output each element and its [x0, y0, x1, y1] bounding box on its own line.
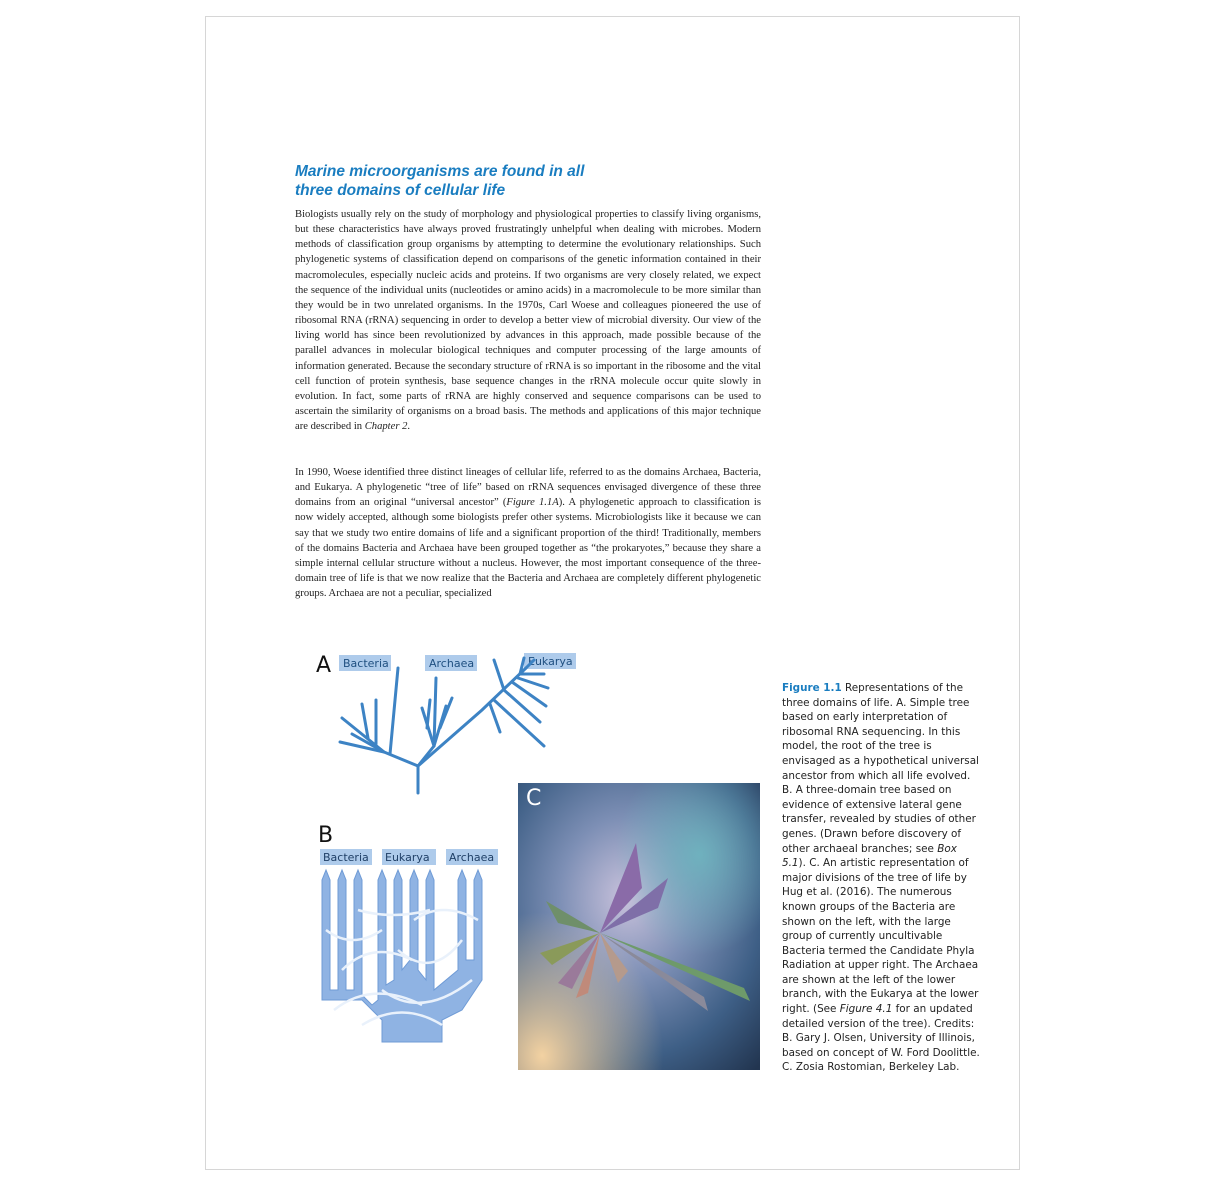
figure-caption-text-b: ). C. An artistic representation of major divisions of the tree of life by Hug et al. (2016). The numerous known groups of the Bacteria are shown on the left, with the large group of currently uncultivable Bacteria termed the Candidate Phyla Radiation at upper right. The Archaea are shown at the left of the lower branch, with the Eukarya at the lower right. (See [782, 857, 979, 1016]
panel-a-label-eukarya: Eukarya [528, 655, 573, 668]
paragraph-1-end: . [407, 421, 411, 433]
body-paragraph-2 [295, 465, 761, 601]
panel-b-label-eukarya: Eukarya [385, 851, 430, 864]
chapter-2-reference: Chapter 2 [364, 421, 408, 433]
paragraph-2-text-a: In 1990, Woese identified three distinct lineages of cellular life, referred to as the domains Archaea, Bacteria, and Eukarya. A phylogenetic “tree of life” based on rRNA sequences envisaged divergence of these three domains from an original “universal ancestor” ( [295, 467, 761, 509]
figure-panel-c [518, 783, 760, 1070]
figure-4-1-reference: Figure 4.1 [839, 1003, 893, 1016]
panel-c-teal-cloud [518, 783, 760, 1070]
body-paragraph-1 [295, 207, 761, 434]
figure-caption [782, 681, 982, 1075]
section-heading-line1: Marine microorganisms are found in all [295, 163, 585, 180]
figure-1-1a-reference: Figure 1.1A [506, 497, 559, 509]
section-heading-line2: three domains of cellular life [295, 182, 506, 199]
panel-b-label-archaea: Archaea [449, 851, 495, 864]
figure-panel-b [312, 820, 512, 1045]
section-heading [295, 162, 775, 200]
panel-b-label-bacteria: Bacteria [323, 851, 369, 864]
panel-a-label-archaea: Archaea [429, 657, 475, 670]
figure-caption-text-c: for an updated detailed version of the tree). Credits: B. Gary J. Olsen, University of Illinois, based on concept of W. Ford Doolittle. C. Zosia Rostomian, Berkeley Lab. [782, 1003, 980, 1074]
figure-caption-label: Figure 1.1 [782, 682, 842, 694]
panel-a-label-bacteria: Bacteria [343, 657, 389, 670]
panel-a-tree-branches [340, 658, 548, 793]
paragraph-2-text-b: ). A phylogenetic approach to classification is now widely accepted, although some biologists prefer other systems. Microbiologists like it because we can say that we study two entire domains of life and a significant proportion of the third! Traditionally, members of the domains Bacteria and Archaea have been grouped together as “the prokaryotes,” because they share a simple internal cellular structure without a nucleus. However, the most important consequence of the three-domain tree of life is that we now realize that the Bacteria and Archaea are completely different phylogenetic groups. Archaea are not a peculiar, specialized [295, 497, 761, 600]
paragraph-1-text: Biologists usually rely on the study of morphology and physiological properties to classify living organisms, but these characteristics have always proved frustratingly unhelpful when dealing with microbes. Modern methods of classification group organisms by attempting to determine the evolutionary relationships. Such phylogenetic systems of classification depend on comparisons of the genetic information contained in their macromolecules, especially nucleic acids and proteins. If two organisms are very closely related, we expect the sequence of the individual units (nucleotides or amino acids) in a macromolecule to be more similar than they would be in two unrelated organisms. In the 1970s, Carl Woese and colleagues pioneered the use of ribosomal RNA (rRNA) sequencing in order to develop a better view of microbial diversity. Our view of the living world has since been revolutionized by advances in this approach, made possible because of the parallel advances in molecular biological techniques and computer processing of the large amounts of information generated. Because the secondary structure of rRNA is so important in the ribosome and the vital cell function of protein synthesis, base sequence changes in the rRNA molecule occur quite slowly in evolution. In fact, some parts of rRNA are highly conserved and sequence comparisons can be used to ascertain the similarity of organisms on a broad basis. The methods and applications of this major technique are described in [295, 209, 761, 433]
panel-b-letter: B [318, 823, 334, 848]
figure-panel-a [312, 648, 592, 798]
panel-c-letter: C [526, 786, 542, 811]
box-5-1-reference: Box 5.1 [782, 842, 957, 870]
figure-caption-text-a: Representations of the three domains of life. A. Simple tree based on early interpretation of ribosomal RNA sequencing. In this model, the root of the tree is envisaged as a hypothetical universal ancestor from which all life evolved. B. A three-domain tree based on evidence of extensive lateral gene transfer, revealed by studies of other genes. (Drawn before discovery of other archaeal branches; see [782, 682, 979, 855]
panel-a-letter: A [316, 653, 332, 678]
